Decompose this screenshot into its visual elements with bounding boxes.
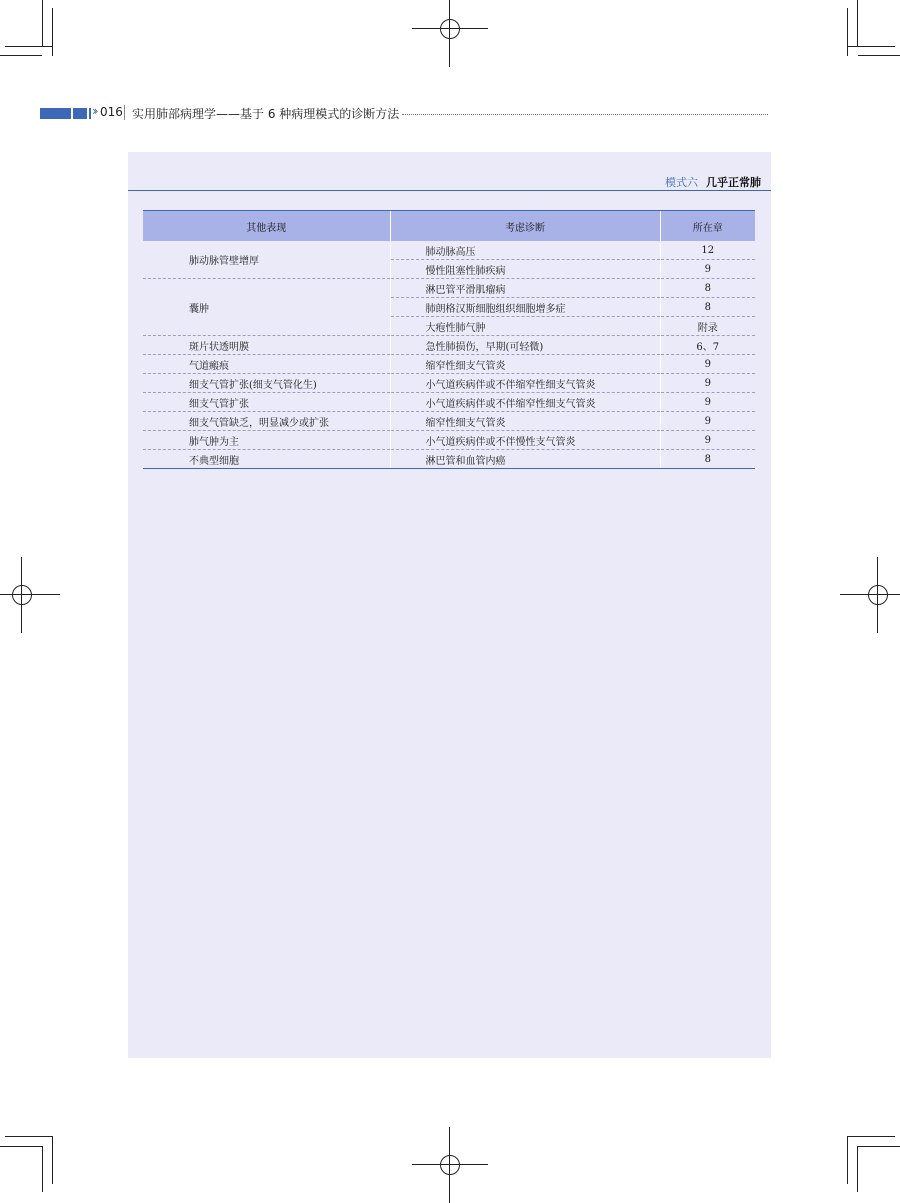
crop-mark xyxy=(42,0,43,46)
diagnosis-cell: 慢性阻塞性肺疾病 xyxy=(390,260,660,279)
table-row xyxy=(143,450,755,469)
table-header-row xyxy=(143,211,755,242)
header-separator xyxy=(124,105,125,120)
chapter-cell: 附录 xyxy=(660,317,755,336)
diagnosis-cell: 淋巴管平滑肌瘤病 xyxy=(390,279,660,298)
diagnosis-cell: 小气道疾病伴或不伴缩窄性细支气管炎 xyxy=(390,374,660,393)
content-panel xyxy=(128,152,771,1058)
chevron-right-icon: ›› xyxy=(92,104,96,118)
crop-mark xyxy=(0,1146,42,1147)
finding-cell: 斑片状透明膜 xyxy=(143,336,390,355)
finding-cell: 肺气肿为主 xyxy=(143,431,390,450)
crop-mark xyxy=(857,1146,858,1192)
diagnosis-cell: 小气道疾病伴或不伴慢性支气管炎 xyxy=(390,431,660,450)
crop-mark xyxy=(858,55,900,56)
registration-mark-top xyxy=(412,0,488,67)
section-title xyxy=(665,174,761,190)
crop-mark xyxy=(42,1146,43,1192)
crop-mark xyxy=(858,1146,900,1147)
book-title: 实用肺部病理学——基于 6 种病理模式的诊断方法 xyxy=(132,107,400,121)
finding-cell: 肺动脉管壁增厚 xyxy=(143,241,390,279)
table-row xyxy=(143,393,755,412)
crop-mark xyxy=(52,8,53,56)
chapter-cell: 12 xyxy=(660,241,755,260)
chapter-cell: 9 xyxy=(660,260,755,279)
chapter-cell: 8 xyxy=(660,298,755,317)
chapter-cell: 8 xyxy=(660,450,755,469)
crop-mark xyxy=(847,8,848,56)
diagnosis-cell: 缩窄性细支气管炎 xyxy=(390,355,660,374)
column-header: 所在章 xyxy=(660,211,755,242)
pattern-label: 模式六 xyxy=(665,176,698,189)
header-bar-decoration xyxy=(89,108,91,119)
table-row xyxy=(143,431,755,450)
column-header: 考虑诊断 xyxy=(390,211,660,242)
diagnosis-cell: 缩窄性细支气管炎 xyxy=(390,412,660,431)
table-row xyxy=(143,279,755,298)
crop-mark xyxy=(5,46,53,47)
chapter-cell: 6、7 xyxy=(660,336,755,355)
crop-mark xyxy=(0,55,42,56)
chapter-cell: 9 xyxy=(660,374,755,393)
table-row xyxy=(143,241,755,260)
chapter-cell: 9 xyxy=(660,431,755,450)
diagnosis-cell: 淋巴管和血管内癌 xyxy=(390,450,660,469)
table-row xyxy=(143,374,755,393)
header-dotted-rule xyxy=(402,114,768,115)
crop-mark xyxy=(857,0,858,46)
running-header xyxy=(40,103,772,123)
finding-cell: 细支气管缺乏，明显减少或扩张 xyxy=(143,412,390,431)
table-row xyxy=(143,336,755,355)
chapter-cell: 9 xyxy=(660,393,755,412)
finding-cell: 气道瘢痕 xyxy=(143,355,390,374)
crop-mark xyxy=(5,1136,53,1137)
table-row xyxy=(143,412,755,431)
crop-mark xyxy=(847,1136,895,1137)
finding-cell: 不典型细胞 xyxy=(143,450,390,469)
finding-cell: 细支气管扩张(细支气管化生) xyxy=(143,374,390,393)
crop-mark xyxy=(847,46,895,47)
chapter-cell: 8 xyxy=(660,279,755,298)
diagnosis-cell: 大疱性肺气肿 xyxy=(390,317,660,336)
table-row xyxy=(143,355,755,374)
registration-mark-right xyxy=(840,557,900,633)
finding-cell: 细支气管扩张 xyxy=(143,393,390,412)
diagnosis-cell: 肺朗格汉斯细胞组织细胞增多症 xyxy=(390,298,660,317)
header-bar-decoration xyxy=(40,108,71,119)
section-rule xyxy=(128,190,771,191)
page-number: 016 xyxy=(100,105,123,119)
diagnosis-cell: 急性肺损伤，早期(可轻微) xyxy=(390,336,660,355)
finding-cell: 囊肿 xyxy=(143,279,390,336)
section-subtitle: 几乎正常肺 xyxy=(706,176,761,189)
crop-mark xyxy=(847,1136,848,1184)
column-header: 其他表现 xyxy=(143,211,390,242)
diagnosis-cell: 肺动脉高压 xyxy=(390,241,660,260)
crop-mark xyxy=(52,1136,53,1184)
header-bar-decoration xyxy=(73,108,87,119)
chapter-cell: 9 xyxy=(660,355,755,374)
diagnosis-cell: 小气道疾病伴或不伴缩窄性细支气管炎 xyxy=(390,393,660,412)
registration-mark-left xyxy=(0,557,60,633)
chapter-cell: 9 xyxy=(660,412,755,431)
diagnosis-table xyxy=(143,210,755,469)
